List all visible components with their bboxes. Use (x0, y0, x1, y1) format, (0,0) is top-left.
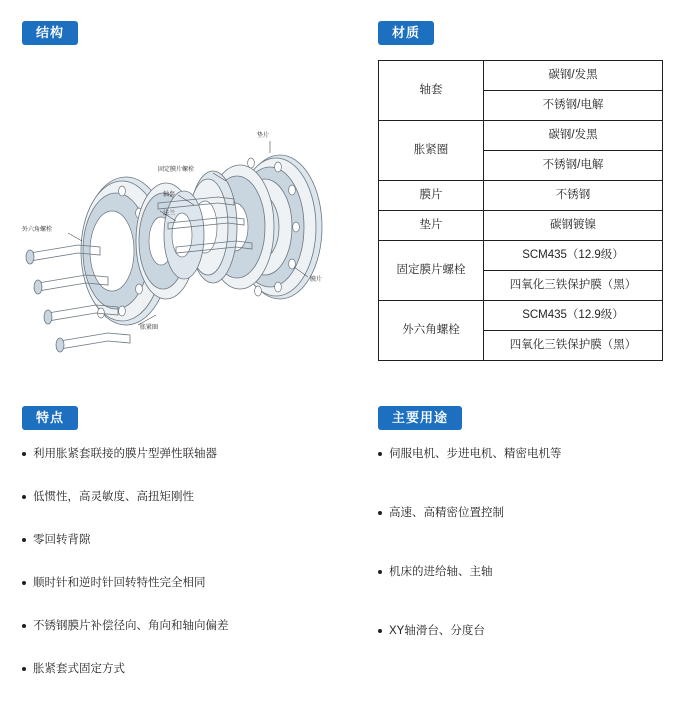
drawing-label-4: 外六角螺栓 (22, 227, 53, 233)
material-label-2: 膜片 (379, 181, 484, 211)
list-item: 胀紧套式固定方式 (22, 661, 342, 677)
table-row (379, 211, 663, 241)
coupling-technical-drawing (8, 55, 358, 375)
material-label-1: 胀紧圈 (379, 121, 484, 181)
table-row (379, 241, 663, 271)
table-row (379, 301, 663, 331)
list-item: 高速、高精密位置控制 (378, 505, 668, 521)
material-label-4: 固定膜片螺栓 (379, 241, 484, 301)
material-value-0-0: 碳钢/发黑 (484, 61, 663, 91)
material-label-0: 轴套 (379, 61, 484, 121)
section-header-usage (378, 406, 462, 430)
material-value-5-1: 四氧化三铁保护膜（黑） (484, 331, 663, 361)
material-value-0-1: 不锈钢/电解 (484, 91, 663, 121)
table-row (379, 181, 663, 211)
material-value-4-0: SCM435（12.9级） (484, 241, 663, 271)
material-label-5: 外六角螺栓 (379, 301, 484, 361)
drawing-label-2: 轴套 (163, 192, 176, 198)
material-value-1-1: 不锈钢/电解 (484, 151, 663, 181)
list-item: 伺服电机、步进电机、精密电机等 (378, 446, 668, 462)
material-table (378, 60, 663, 361)
material-value-2-0: 不锈钢 (484, 181, 663, 211)
drawing-label-5: 膜片 (310, 277, 323, 283)
usage-list (378, 446, 668, 682)
material-value-1-0: 碳钢/发黑 (484, 121, 663, 151)
feature-list (22, 446, 342, 705)
material-label-3: 垫片 (379, 211, 484, 241)
list-item: 利用胀紧套联接的膜片型弹性联轴器 (22, 446, 342, 462)
section-badge-feature: 特点 (22, 406, 78, 430)
list-item: 机床的进给轴、主轴 (378, 564, 668, 580)
material-value-3-0: 碳钢镀镍 (484, 211, 663, 241)
list-item: 零回转背隙 (22, 532, 342, 548)
list-item: XY轴滑台、分度台 (378, 623, 668, 639)
section-badge-usage: 主要用途 (378, 406, 462, 430)
section-header-material (378, 21, 434, 45)
drawing-label-6: 胀紧圈 (140, 325, 159, 331)
material-table-body (379, 61, 663, 361)
list-item: 不锈钢膜片补偿径向、角向和轴向偏差 (22, 618, 342, 634)
section-header-structure (22, 21, 78, 45)
drawing-label-3: 法兰 (163, 211, 176, 217)
section-header-feature (22, 406, 78, 430)
drawing-label-1: 固定膜片螺栓 (158, 167, 195, 173)
list-item: 顺时针和逆时针回转特性完全相同 (22, 575, 342, 591)
table-row (379, 121, 663, 151)
drawing-label-0: 垫片 (257, 133, 270, 139)
material-value-5-0: SCM435（12.9级） (484, 301, 663, 331)
section-badge-structure: 结构 (22, 21, 78, 45)
table-row (379, 61, 663, 91)
section-badge-material: 材质 (378, 21, 434, 45)
list-item: 低惯性，高灵敏度、高扭矩刚性 (22, 489, 342, 505)
material-value-4-1: 四氧化三铁保护膜（黑） (484, 271, 663, 301)
